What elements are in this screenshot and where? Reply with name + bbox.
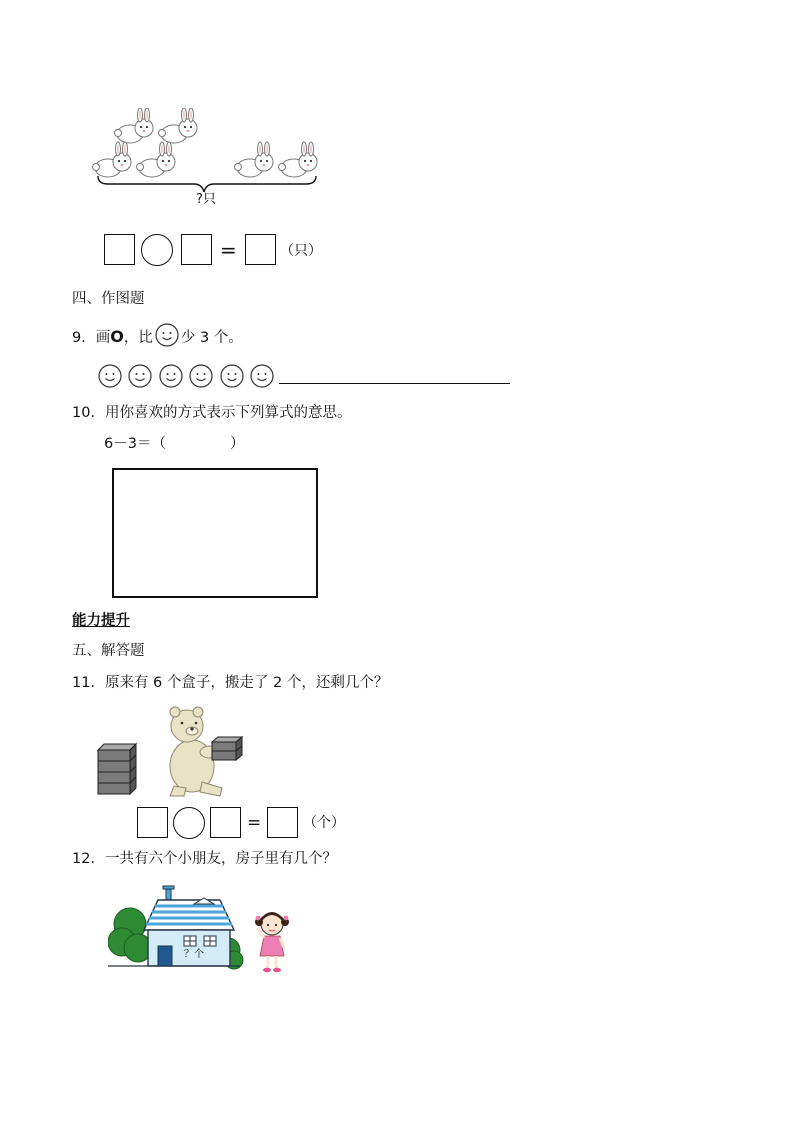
equation-box-1[interactable] bbox=[104, 234, 135, 265]
operator-circle[interactable] bbox=[141, 234, 173, 266]
girl bbox=[255, 912, 289, 972]
drawing-answer-line[interactable] bbox=[279, 383, 510, 384]
section-4-title: 四、作图题 bbox=[72, 291, 145, 307]
problem-11-text: 11．原来有 6 个盒子，搬走了 2 个，还剩几个？ bbox=[72, 675, 389, 691]
smiley-icon bbox=[159, 364, 183, 388]
problem-10-text: 10．用你喜欢的方式表示下列算式的意思。 bbox=[72, 405, 352, 421]
house-svg bbox=[108, 884, 308, 978]
rabbits-question-label: ?只 bbox=[196, 192, 216, 207]
rabbit-left-4 bbox=[137, 142, 176, 177]
answer-box[interactable] bbox=[267, 807, 298, 838]
smiley-icon bbox=[128, 364, 152, 388]
smiley-icon bbox=[98, 364, 122, 388]
inline-smiley-icon bbox=[155, 326, 179, 344]
rabbit-right-2 bbox=[279, 142, 318, 177]
boxes-bear-illustration bbox=[92, 704, 252, 804]
problem-12-text: 12．一共有六个小朋友，房子里有几个？ bbox=[72, 851, 337, 867]
equals-sign: = bbox=[247, 813, 262, 833]
house-illustration bbox=[108, 884, 308, 978]
smiley-icon bbox=[189, 364, 213, 388]
unit-label: （只） bbox=[280, 243, 322, 259]
bear-boxes-svg bbox=[92, 704, 252, 804]
smiley-icon bbox=[220, 364, 244, 388]
carried-boxes bbox=[212, 737, 242, 760]
equals-sign: = bbox=[220, 238, 237, 262]
unit-label: （个） bbox=[303, 815, 345, 831]
rabbit-right-1 bbox=[235, 142, 274, 177]
circle-symbol: O bbox=[110, 327, 124, 346]
problem-9-suffix: 少 3 个。 bbox=[180, 330, 243, 346]
equation-box-1[interactable] bbox=[137, 807, 168, 838]
rabbit-left-2 bbox=[159, 108, 198, 143]
section-5-title: 五、解答题 bbox=[72, 643, 145, 659]
problem-9-text bbox=[72, 326, 243, 347]
ability-title: 能力提升 bbox=[72, 613, 130, 629]
rabbit-left-3 bbox=[93, 142, 132, 177]
house-roof bbox=[144, 898, 234, 930]
equation-box-2[interactable] bbox=[181, 234, 212, 265]
equation-box-2[interactable] bbox=[210, 807, 241, 838]
house-door bbox=[158, 946, 172, 966]
equation-left: 6－3＝（ bbox=[104, 436, 166, 452]
box-stack bbox=[98, 744, 136, 794]
equation-right: ） bbox=[229, 436, 245, 452]
house-question-label: ？个 bbox=[184, 949, 204, 960]
smiley-icon bbox=[250, 364, 274, 388]
total-brace bbox=[98, 176, 316, 192]
rabbit-left-1 bbox=[115, 108, 154, 143]
drawing-area[interactable] bbox=[112, 468, 318, 598]
answer-box[interactable] bbox=[245, 234, 276, 265]
problem-9-prefix: 9．画 bbox=[72, 330, 111, 346]
problem-9-middle: ，比 bbox=[123, 330, 153, 346]
operator-circle[interactable] bbox=[173, 807, 205, 839]
problem-10-equation bbox=[104, 435, 244, 453]
